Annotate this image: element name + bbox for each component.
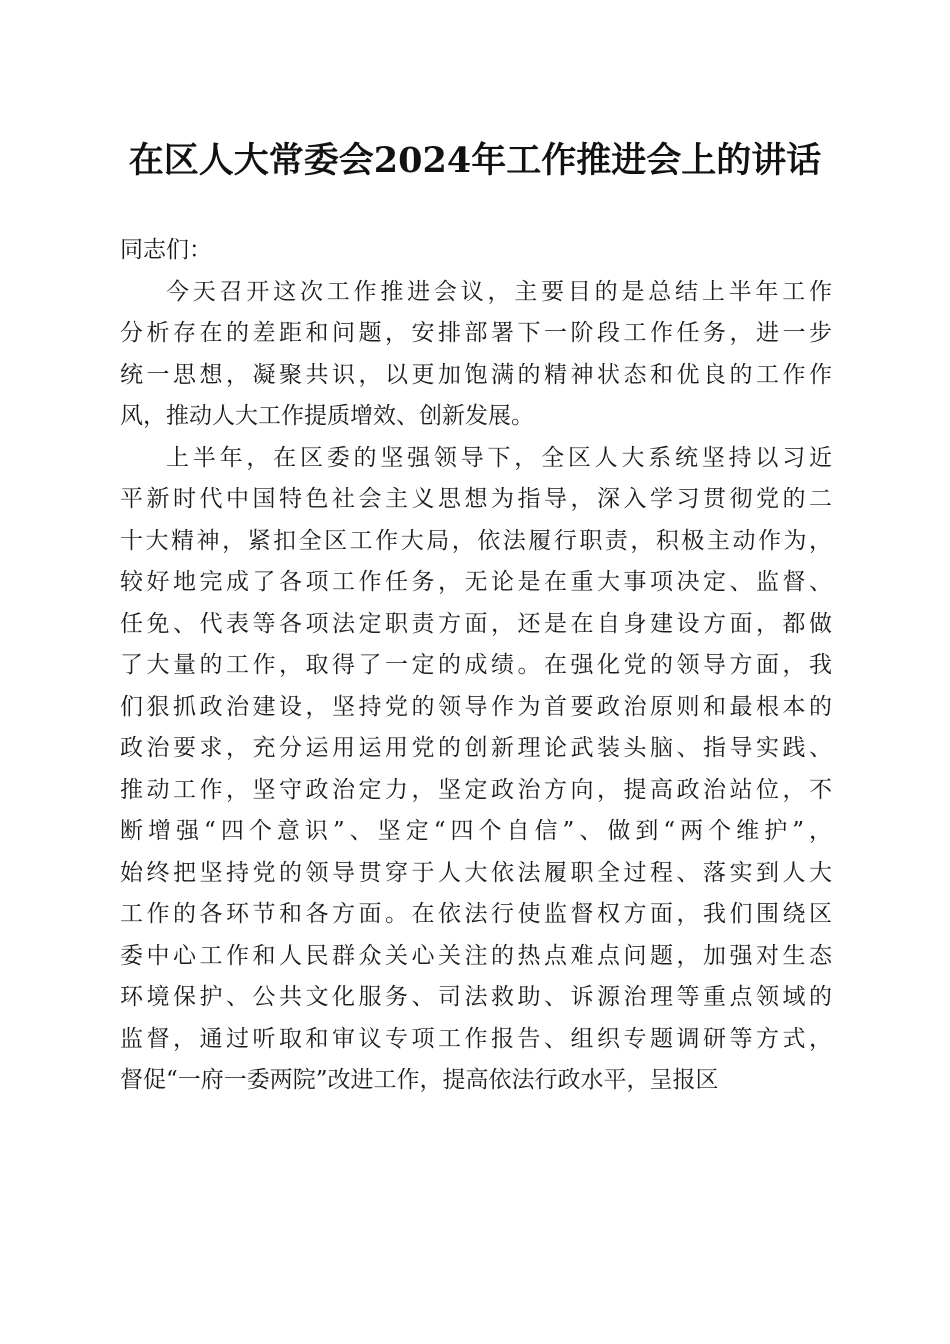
- paragraph-line: 了大量的工作，取得了一定的成绩。在强化党的领导方面，我: [120, 652, 832, 678]
- paragraph-line: 较好地完成了各项工作任务，无论是在重大事项决定、监督、: [120, 569, 832, 595]
- paragraph-line: 环境保护、公共文化服务、司法救助、诉源治理等重点领域的: [120, 984, 832, 1010]
- paragraph-line: 委中心工作和人民群众关心关注的热点难点问题，加强对生态: [120, 942, 832, 969]
- document-title: 在区人大常委会2024年工作推进会上的讲话: [128, 140, 822, 181]
- paragraph-line: 统一思想，凝聚共识，以更加饱满的精神状态和优良的工作作: [120, 361, 832, 388]
- paragraph-2: [120, 438, 832, 1102]
- paragraph-line: 政治要求，充分运用运用党的创新理论武装头脑、指导实践、: [120, 735, 832, 761]
- document-body: [120, 230, 832, 1102]
- paragraph-1: [120, 272, 832, 438]
- paragraph-line: 断增强“四个意识”、坚定“四个自信”、做到“两个维护”，: [120, 818, 832, 844]
- paragraph-line: 风，推动人大工作提质增效、创新发展。: [120, 403, 534, 429]
- paragraph-line: 工作的各环节和各方面。在依法行使监督权方面，我们围绕区: [120, 901, 832, 927]
- paragraph-line: 监督，通过听取和审议专项工作报告、组织专题调研等方式，: [120, 1025, 832, 1052]
- paragraph-line: 督促“一府一委两院”改进工作，提高依法行政水平，呈报区: [120, 1067, 719, 1093]
- paragraph-line: 分析存在的差距和问题，安排部署下一阶段工作任务，进一步: [120, 320, 832, 346]
- salutation: 同志们：: [120, 237, 212, 263]
- paragraph-line: 始终把坚持党的领导贯穿于人大依法履职全过程、落实到人大: [120, 859, 832, 886]
- paragraph-line: 今天召开这次工作推进会议，主要目的是总结上半年工作: [166, 278, 832, 305]
- paragraph-line: 十大精神，紧扣全区工作大局，依法履行职责，积极主动作为，: [120, 527, 832, 554]
- paragraph-line: 平新时代中国特色社会主义思想为指导，深入学习贯彻党的二: [120, 486, 832, 512]
- paragraph-line: 们狠抓政治建设，坚持党的领导作为首要政治原则和最根本的: [120, 693, 832, 720]
- paragraph-line: 任免、代表等各项法定职责方面，还是在自身建设方面，都做: [120, 610, 832, 637]
- paragraph-line: 上半年，在区委的坚强领导下，全区人大系统坚持以习近: [166, 444, 832, 471]
- paragraph-line: 推动工作，坚守政治定力，坚定政治方向，提高政治站位，不: [120, 776, 832, 803]
